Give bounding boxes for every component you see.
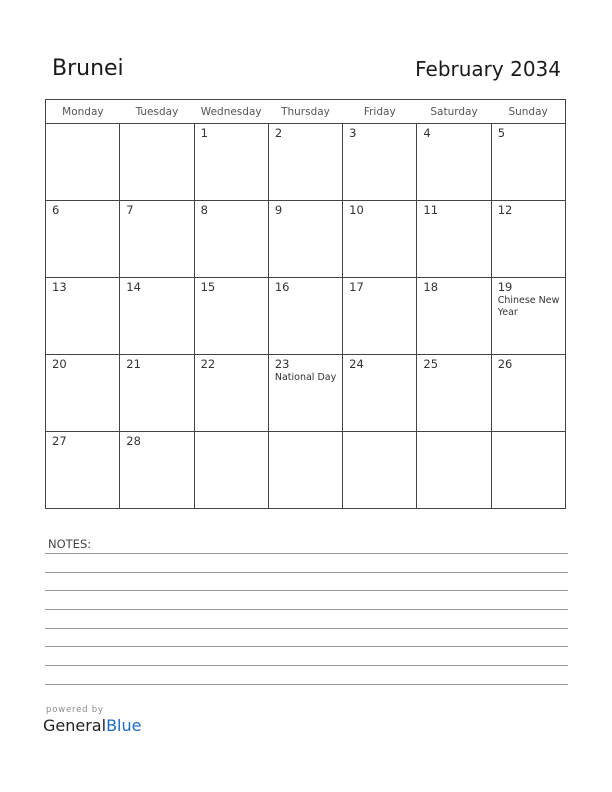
day-cell (268, 201, 342, 278)
day-cell (343, 201, 417, 278)
day-cell (120, 201, 194, 278)
day-cell (417, 124, 491, 201)
day-cell (194, 124, 268, 201)
week-row (46, 201, 566, 278)
day-cell (194, 278, 268, 355)
day-number: 14 (126, 280, 141, 294)
notes-label: NOTES: (48, 537, 92, 551)
week-row (46, 355, 566, 432)
day-cell (46, 355, 120, 432)
day-cell (120, 432, 194, 509)
day-cell (417, 278, 491, 355)
day-cell (268, 278, 342, 355)
weekday-header: Wednesday (194, 100, 268, 124)
logo-blue-text: Blue (106, 716, 142, 735)
powered-by-text: powered by (46, 705, 104, 715)
day-number: 9 (274, 203, 283, 217)
note-line (45, 665, 568, 666)
day-number: 4 (423, 126, 431, 140)
weekday-header: Friday (343, 100, 417, 124)
day-cell (491, 432, 565, 509)
day-cell (268, 432, 342, 509)
note-line (45, 572, 568, 573)
day-number: 13 (52, 280, 67, 294)
day-number: 1 (200, 126, 208, 140)
day-number: 25 (423, 357, 439, 371)
day-number: 17 (349, 280, 364, 294)
weekday-header: Sunday (491, 100, 565, 124)
day-number: 3 (349, 126, 357, 140)
note-line (45, 553, 568, 554)
holiday-label: National Day (274, 372, 337, 383)
day-cell (194, 355, 268, 432)
day-number: 7 (126, 203, 134, 217)
weekday-header: Saturday (417, 100, 491, 124)
day-cell (491, 278, 565, 355)
day-number: 12 (497, 203, 513, 217)
holiday-label: Chinese New Year (497, 295, 560, 318)
day-cell (343, 355, 417, 432)
calendar-grid (45, 99, 566, 509)
day-number: 22 (200, 357, 216, 371)
day-cell (120, 124, 194, 201)
day-cell (46, 201, 120, 278)
note-line (45, 646, 568, 647)
day-cell (46, 278, 120, 355)
day-cell (417, 355, 491, 432)
note-line (45, 590, 568, 591)
day-number: 5 (497, 126, 506, 140)
note-line (45, 609, 568, 610)
week-row (46, 124, 566, 201)
week-row (46, 432, 566, 509)
day-cell (46, 432, 120, 509)
day-number: 16 (274, 280, 290, 294)
day-cell (194, 432, 268, 509)
day-cell (268, 124, 342, 201)
logo-general-text: General (43, 716, 107, 735)
weekday-header: Tuesday (120, 100, 194, 124)
day-number: 18 (423, 280, 439, 294)
month-year-title: February 2034 (415, 57, 561, 81)
generalblue-logo (43, 716, 141, 735)
day-cell (343, 432, 417, 509)
day-number: 6 (52, 203, 60, 217)
day-number: 28 (126, 434, 141, 448)
day-cell (343, 124, 417, 201)
day-number: 2 (274, 126, 283, 140)
weekday-header: Monday (46, 100, 120, 124)
day-cell (491, 201, 565, 278)
day-number: 27 (52, 434, 67, 448)
weekday-header: Thursday (268, 100, 342, 124)
note-line (45, 684, 568, 685)
day-number: 20 (52, 357, 67, 371)
day-number: 26 (497, 357, 513, 371)
day-cell (46, 124, 120, 201)
day-cell (120, 355, 194, 432)
day-number: 11 (423, 203, 439, 217)
note-line (45, 628, 568, 629)
day-number: 21 (126, 357, 141, 371)
day-cell (194, 201, 268, 278)
weekday-header-row (46, 100, 566, 124)
day-number: 8 (200, 203, 208, 217)
day-cell (268, 355, 342, 432)
day-cell (343, 278, 417, 355)
day-cell (491, 124, 565, 201)
day-number: 10 (349, 203, 364, 217)
day-cell (417, 201, 491, 278)
day-number: 24 (349, 357, 364, 371)
day-number: 23 (274, 357, 290, 371)
country-title: Brunei (52, 56, 124, 81)
day-cell (491, 355, 565, 432)
week-row (46, 278, 566, 355)
day-cell (120, 278, 194, 355)
day-number: 19 (497, 280, 513, 294)
day-cell (417, 432, 491, 509)
day-number: 15 (200, 280, 216, 294)
